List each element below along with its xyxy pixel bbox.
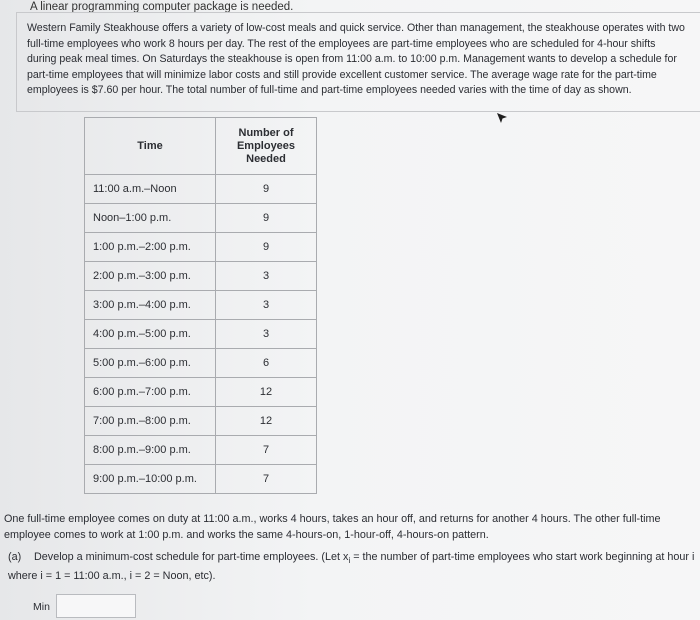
needed-cell: 9 (216, 175, 317, 204)
part-a-text: Develop a minimum-cost schedule for part-time employees. (Let x (34, 551, 349, 563)
needed-cell: 7 (216, 436, 317, 465)
needed-cell: 3 (216, 262, 317, 291)
part-a-subscript: i (348, 556, 351, 566)
table-row (85, 378, 317, 407)
time-cell: 1:00 p.m.–2:00 p.m. (85, 233, 216, 262)
mouse-cursor-icon (495, 111, 509, 128)
time-cell: 6:00 p.m.–7:00 p.m. (85, 378, 216, 407)
header-note: A linear programming computer package is needed. (30, 1, 294, 13)
time-cell: 8:00 p.m.–9:00 p.m. (85, 436, 216, 465)
time-cell: 2:00 p.m.–3:00 p.m. (85, 262, 216, 291)
needed-cell: 6 (216, 349, 317, 378)
table-row (85, 407, 317, 436)
table-row (85, 465, 317, 494)
needed-cell: 12 (216, 407, 317, 436)
table-row (85, 204, 317, 233)
time-cell: Noon–1:00 p.m. (85, 204, 216, 233)
table-row (85, 320, 317, 349)
time-cell: 11:00 a.m.–Noon (85, 175, 216, 204)
min-label: Min (33, 601, 50, 613)
table-row (85, 291, 317, 320)
time-cell: 7:00 p.m.–8:00 p.m. (85, 407, 216, 436)
column-header-needed-text: Number of Employees Needed (236, 126, 296, 165)
question-part-a (8, 550, 698, 584)
table-row (85, 175, 317, 204)
table-row (85, 233, 317, 262)
needed-cell: 3 (216, 320, 317, 349)
min-objective-input[interactable] (56, 594, 136, 618)
problem-paragraph: Western Family Steakhouse offers a variety of low-cost meals and quick service. Other than management, the steakhouse operates with two full-time employees who work 8 hours per day. The rest of the employees are part-time employees who are scheduled for 4-hour shifts during peak meal times. On Saturdays the steakhouse is open from 11:00 a.m. to 10:00 p.m. Management wants to develop a schedule for part-time employees that will minimize labor costs and still provide excellent customer service. The average wage rate for the part-time employees is $7.60 per hour. The total number of full-time and part-time employees needed varies with the time of day as shown. (27, 22, 685, 97)
time-cell: 5:00 p.m.–6:00 p.m. (85, 349, 216, 378)
needed-cell: 9 (216, 233, 317, 262)
needed-cell: 9 (216, 204, 317, 233)
table-row (85, 349, 317, 378)
time-cell: 9:00 p.m.–10:00 p.m. (85, 465, 216, 494)
column-header-needed (216, 118, 317, 175)
needed-cell: 7 (216, 465, 317, 494)
column-header-time: Time (85, 118, 216, 175)
needed-cell: 3 (216, 291, 317, 320)
full-time-note: One full-time employee comes on duty at 11:00 a.m., works 4 hours, takes an hour off, and returns for another 4 hours. The other full-time employee comes to work at 1:00 p.m. and works the same 4-hours-on, 1-hour-off, 4-hours-on pattern. (4, 513, 661, 541)
part-a-label: (a) (8, 551, 22, 563)
time-cell: 4:00 p.m.–5:00 p.m. (85, 320, 216, 349)
table-header-row (85, 118, 317, 175)
time-cell: 3:00 p.m.–4:00 p.m. (85, 291, 216, 320)
table-row (85, 436, 317, 465)
needed-cell: 12 (216, 378, 317, 407)
table-row (85, 262, 317, 291)
part-a-rest: = the number of part-time employees who start work beginning at hour i where i = 1 = 11:00 a.m., i = 2 = Noon, etc). (8, 551, 695, 582)
staffing-table (84, 117, 317, 494)
